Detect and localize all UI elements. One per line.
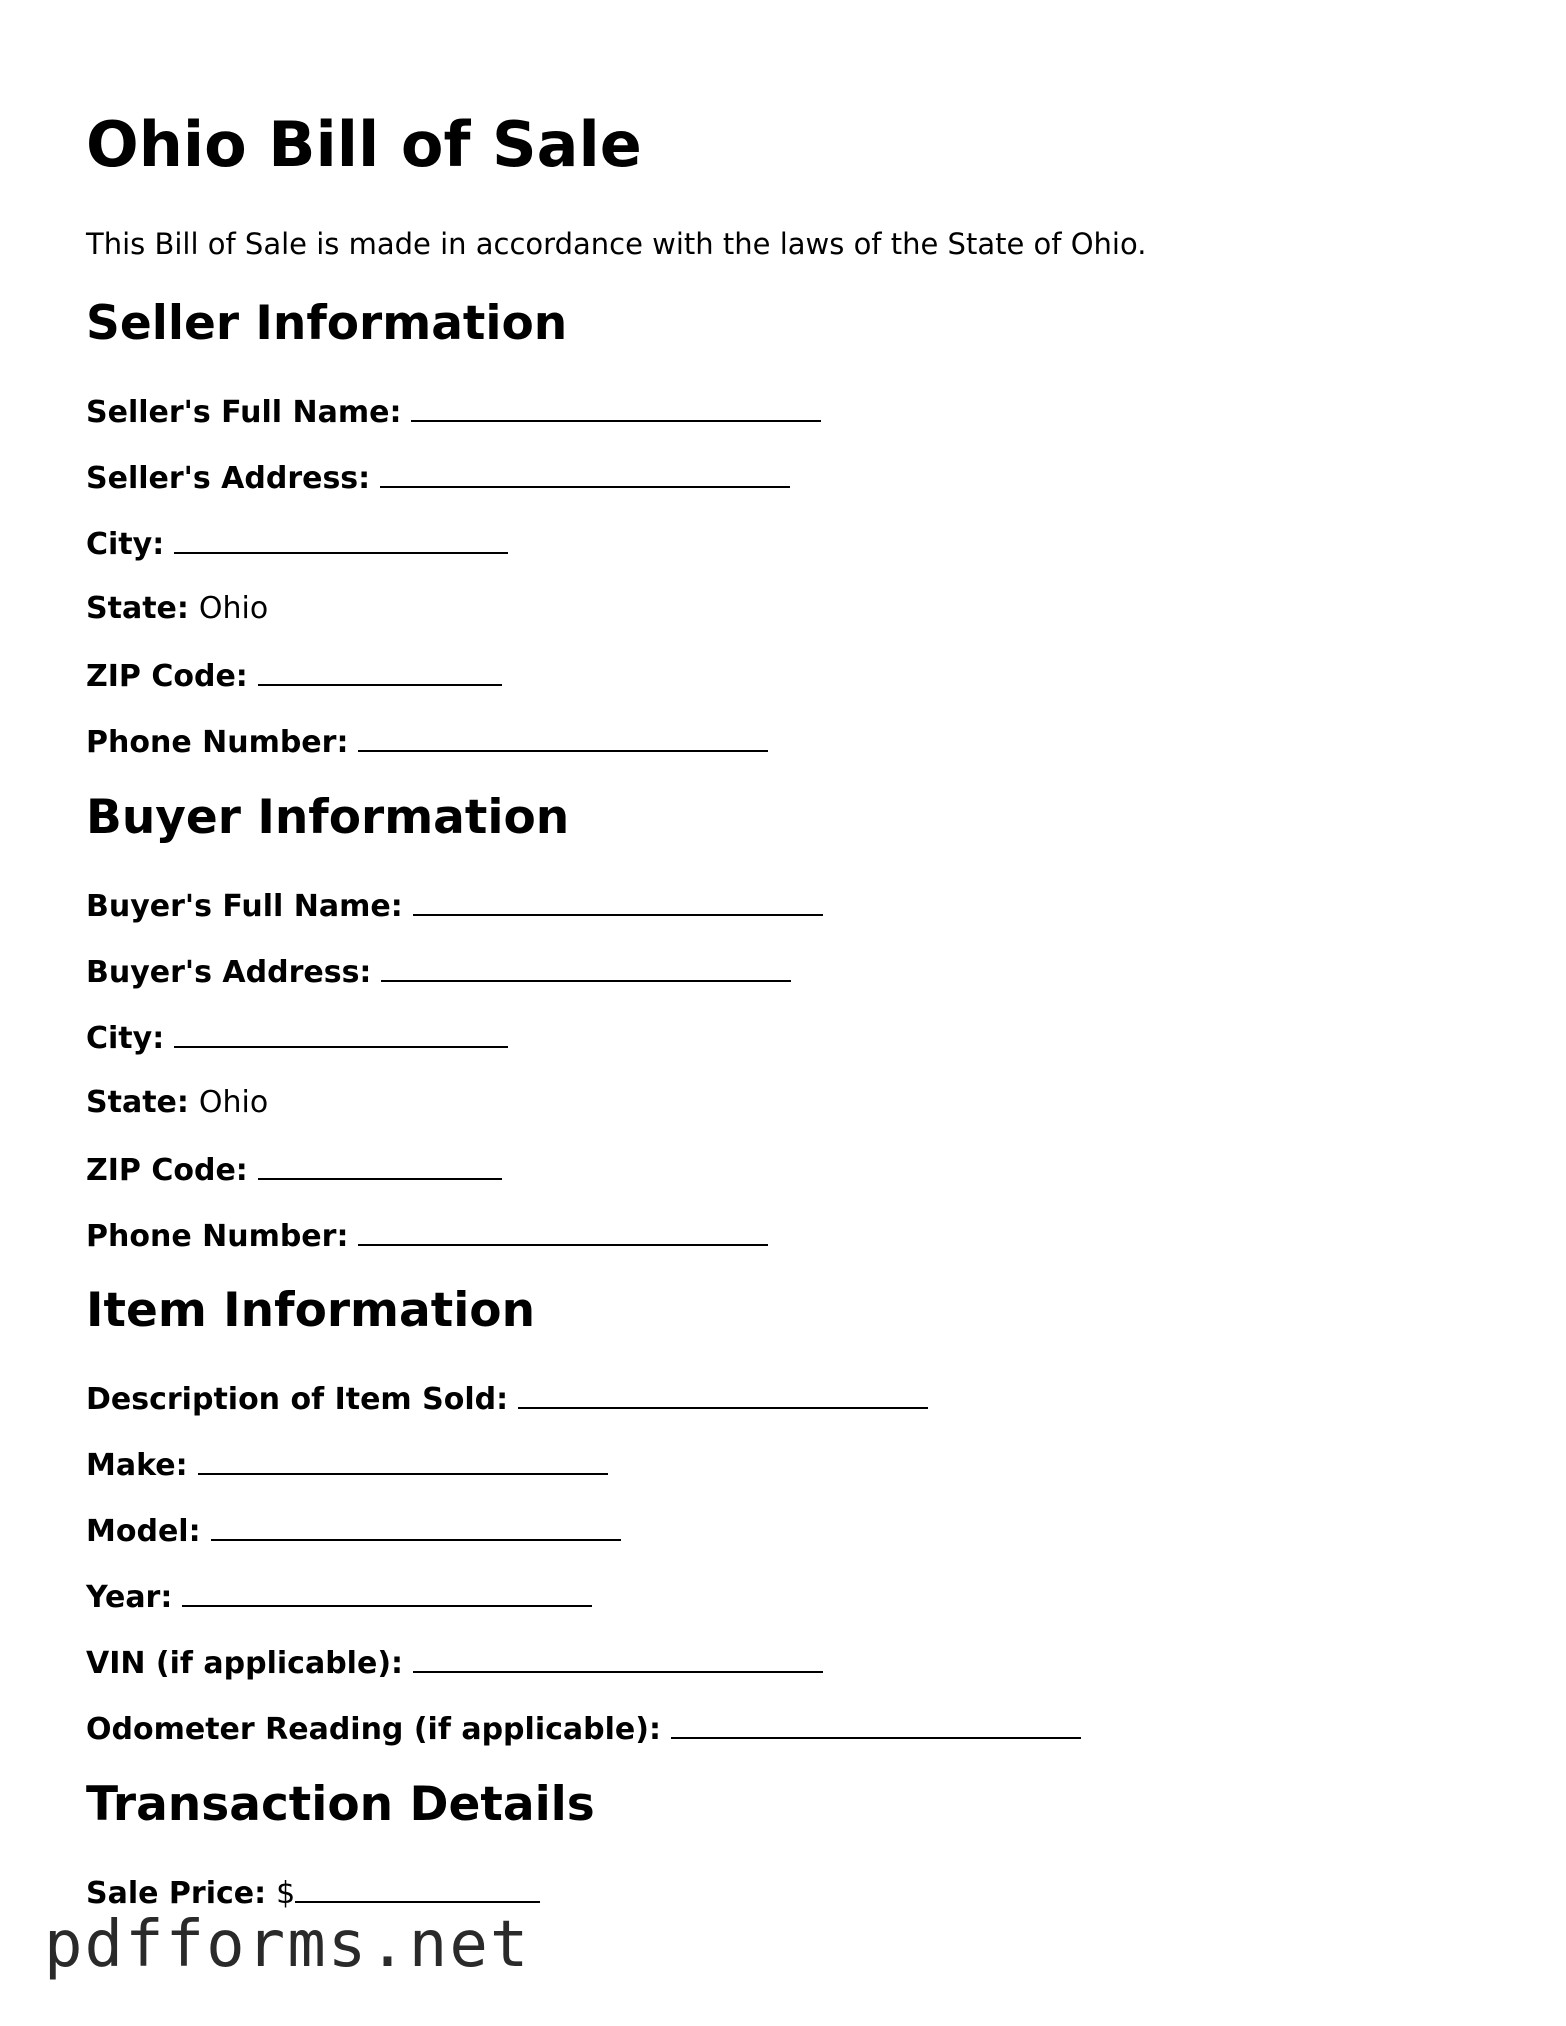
buyer-zip-blank[interactable] bbox=[258, 1150, 502, 1180]
seller-full-name-field bbox=[86, 392, 821, 432]
item-model-blank[interactable] bbox=[211, 1511, 621, 1541]
buyer-phone-label: Phone Number: bbox=[86, 1219, 349, 1254]
seller-zip-blank[interactable] bbox=[258, 656, 502, 686]
seller-city-blank[interactable] bbox=[174, 524, 508, 554]
buyer-full-name-blank[interactable] bbox=[413, 886, 823, 916]
buyer-zip-field bbox=[86, 1150, 502, 1190]
item-make-field bbox=[86, 1445, 608, 1485]
seller-section-heading: Seller Information bbox=[86, 296, 568, 351]
item-year-field bbox=[86, 1577, 592, 1617]
seller-zip-field bbox=[86, 656, 502, 696]
item-model-label: Model: bbox=[86, 1514, 201, 1549]
buyer-address-label: Buyer's Address: bbox=[86, 955, 372, 990]
intro-text: This Bill of Sale is made in accordance with the laws of the State of Ohio. bbox=[86, 227, 1147, 261]
seller-full-name-label: Seller's Full Name: bbox=[86, 395, 402, 430]
seller-city-label: City: bbox=[86, 527, 165, 562]
buyer-state-label: State: bbox=[86, 1085, 189, 1120]
buyer-city-label: City: bbox=[86, 1021, 165, 1056]
buyer-city-blank[interactable] bbox=[174, 1018, 508, 1048]
item-year-blank[interactable] bbox=[182, 1577, 592, 1607]
buyer-zip-label: ZIP Code: bbox=[86, 1153, 248, 1188]
buyer-city-field bbox=[86, 1018, 508, 1058]
seller-city-field bbox=[86, 524, 508, 564]
seller-address-blank[interactable] bbox=[380, 458, 790, 488]
item-description-label: Description of Item Sold: bbox=[86, 1382, 509, 1417]
seller-phone-label: Phone Number: bbox=[86, 725, 349, 760]
seller-state-value: Ohio bbox=[198, 591, 269, 626]
sale-price-field bbox=[86, 1873, 540, 1913]
item-make-label: Make: bbox=[86, 1448, 188, 1483]
seller-state-label: State: bbox=[86, 591, 189, 626]
seller-state-field bbox=[86, 590, 268, 628]
seller-full-name-blank[interactable] bbox=[411, 392, 821, 422]
item-section-heading: Item Information bbox=[86, 1283, 536, 1338]
seller-address-field bbox=[86, 458, 790, 498]
item-vin-field bbox=[86, 1643, 823, 1683]
item-odometer-label: Odometer Reading (if applicable): bbox=[86, 1712, 661, 1747]
item-odometer-field bbox=[86, 1709, 1081, 1749]
item-description-field bbox=[86, 1379, 928, 1419]
seller-phone-blank[interactable] bbox=[358, 722, 768, 752]
watermark-text: pdfforms.net bbox=[44, 1908, 531, 1982]
transaction-section-heading: Transaction Details bbox=[86, 1777, 595, 1832]
sale-price-blank[interactable] bbox=[295, 1873, 540, 1903]
item-model-field bbox=[86, 1511, 621, 1551]
currency-symbol: $ bbox=[276, 1876, 296, 1911]
item-description-blank[interactable] bbox=[518, 1379, 928, 1409]
sale-price-label: Sale Price: bbox=[86, 1876, 267, 1911]
item-vin-blank[interactable] bbox=[413, 1643, 823, 1673]
seller-zip-label: ZIP Code: bbox=[86, 659, 248, 694]
buyer-phone-blank[interactable] bbox=[358, 1216, 768, 1246]
buyer-section-heading: Buyer Information bbox=[86, 790, 570, 845]
item-make-blank[interactable] bbox=[198, 1445, 608, 1475]
item-odometer-blank[interactable] bbox=[671, 1709, 1081, 1739]
item-year-label: Year: bbox=[86, 1580, 173, 1615]
seller-phone-field bbox=[86, 722, 768, 762]
document-title: Ohio Bill of Sale bbox=[86, 108, 642, 181]
buyer-address-field bbox=[86, 952, 791, 992]
seller-address-label: Seller's Address: bbox=[86, 461, 371, 496]
buyer-full-name-field bbox=[86, 886, 823, 926]
buyer-full-name-label: Buyer's Full Name: bbox=[86, 889, 403, 924]
buyer-state-field bbox=[86, 1084, 268, 1122]
item-vin-label: VIN (if applicable): bbox=[86, 1646, 404, 1681]
buyer-state-value: Ohio bbox=[198, 1085, 269, 1120]
buyer-address-blank[interactable] bbox=[381, 952, 791, 982]
buyer-phone-field bbox=[86, 1216, 768, 1256]
